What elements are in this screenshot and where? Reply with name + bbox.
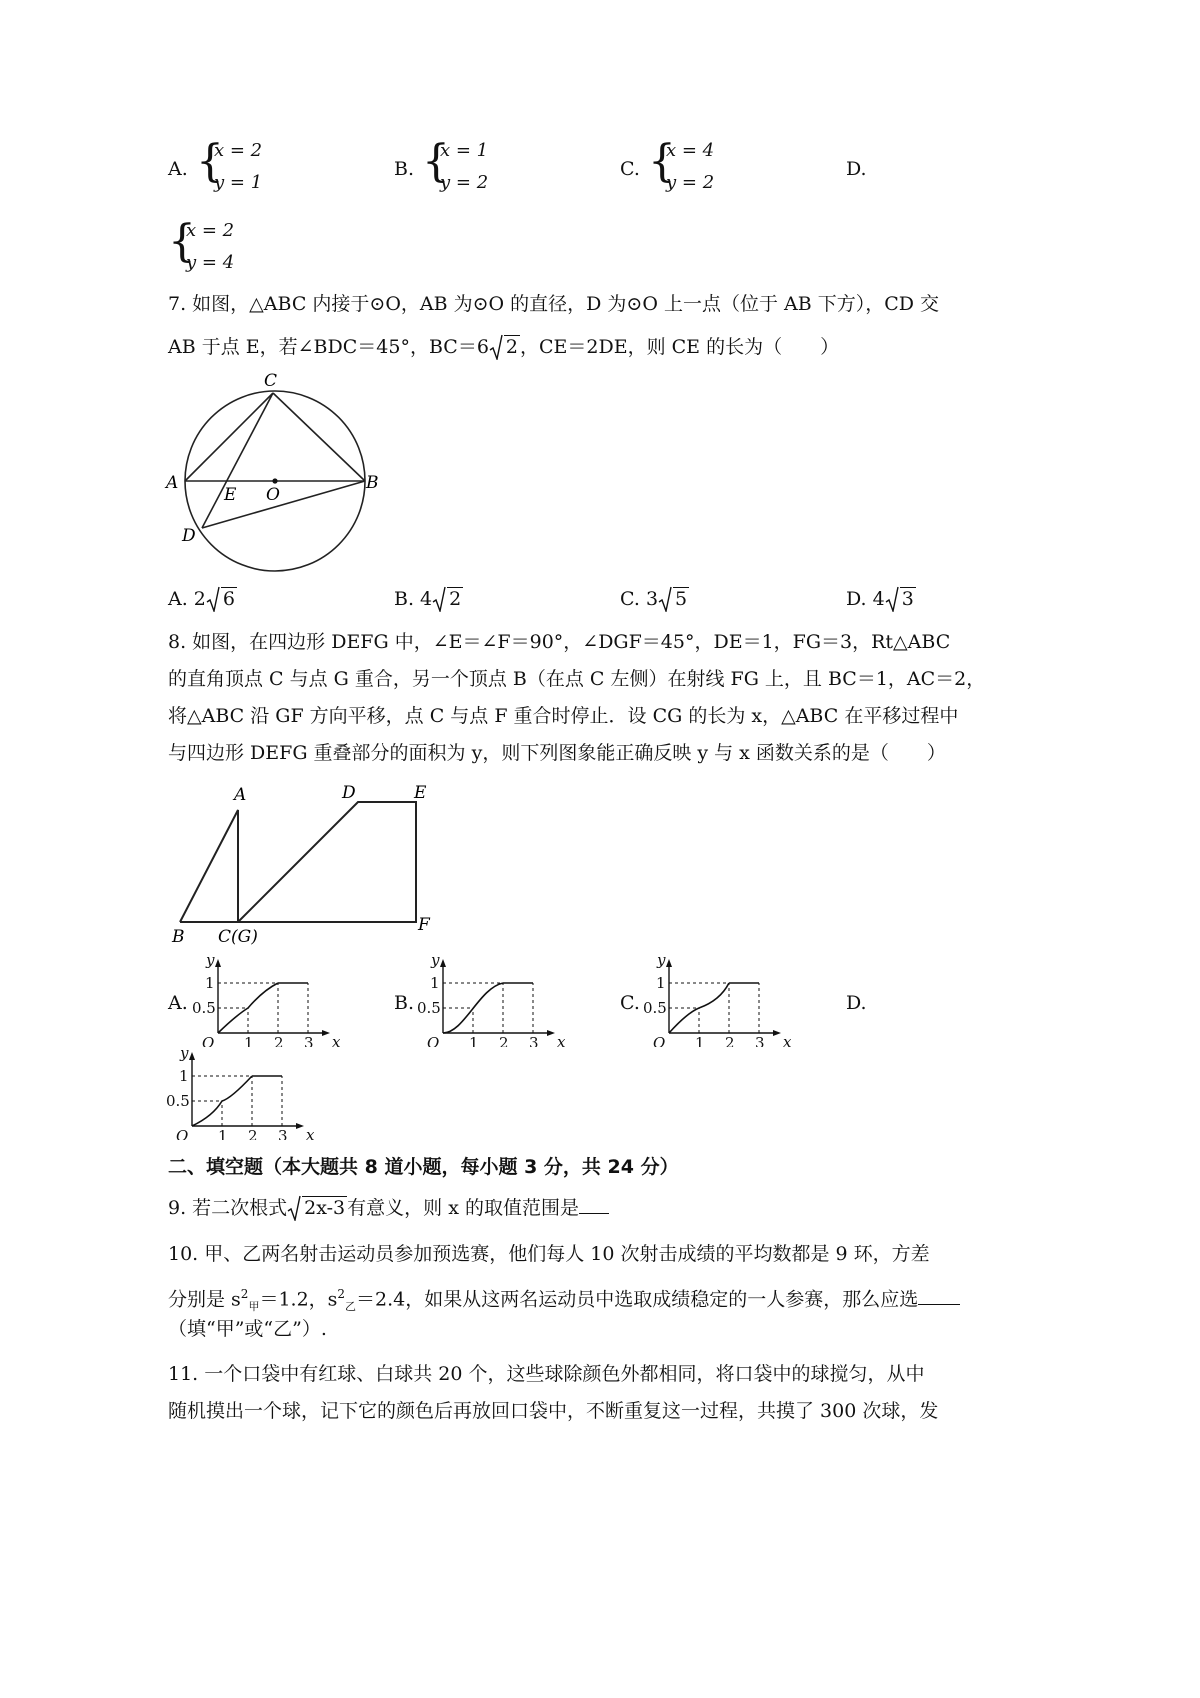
y-tick-label: 0.5 xyxy=(417,999,441,1017)
y-tick-label: 1 xyxy=(430,974,440,992)
equation-y: y = 2 xyxy=(666,172,715,193)
x-tick-label: 3 xyxy=(304,1034,314,1047)
x-tick-label: 2 xyxy=(248,1127,258,1140)
q8-graph-c[interactable] xyxy=(641,955,791,1047)
segment-cb xyxy=(273,393,365,481)
q10-text: ＝2.4，如果从这两名运动员中选取成绩稳定的一人参赛，那么应选 xyxy=(356,1288,919,1311)
equation-y: y = 2 xyxy=(440,172,489,193)
q7-stem-text: AB 于点 E，若∠BDC＝45°，BC＝6 xyxy=(168,336,489,358)
x-tick-label: 3 xyxy=(278,1127,288,1140)
y-axis-arrow-icon xyxy=(666,959,672,967)
option-label: B. 4 xyxy=(394,588,433,610)
q8-graph-d[interactable] xyxy=(164,1048,314,1140)
q11-stem-line1: 11. 一个口袋中有红球、白球共 20 个，这些球除颜色外都相同，将口袋中的球搅匀，从中 xyxy=(168,1363,925,1385)
q7-option-b[interactable] xyxy=(394,588,463,610)
triangle-abc xyxy=(180,810,238,922)
label-f: F xyxy=(418,915,430,935)
q8-stem-line1: 8. 如图，在四边形 DEFG 中，∠E＝∠F＝90°，∠DGF＝45°，DE＝1，FG＝3，Rt△ABC xyxy=(168,631,951,653)
label-c: C xyxy=(264,371,278,391)
q10-stem-line3: （填“甲”或“乙”）. xyxy=(168,1318,327,1340)
label-o: O xyxy=(266,485,280,505)
q7-option-c[interactable] xyxy=(620,588,689,610)
x-tick-label: 1 xyxy=(218,1127,228,1140)
label-e: E xyxy=(414,783,427,803)
y-tick-label: 1 xyxy=(656,974,666,992)
q8-stem-line3: 将△ABC 沿 GF 方向平移，点 C 与点 F 重合时停止．设 CG 的长为 x，△ABC 在平移过程中 xyxy=(168,705,959,727)
x-axis-label: x xyxy=(783,1033,791,1047)
brace-icon: { xyxy=(168,216,196,267)
q8-stem-line4: 与四边形 DEFG 重叠部分的面积为 y，则下列图象能正确反映 y 与 x 函数关系的是（ ） xyxy=(168,742,946,764)
brace-icon: { xyxy=(422,136,450,187)
option-label: A. xyxy=(168,158,188,180)
option-label: C. 3 xyxy=(620,588,659,610)
segment-cd xyxy=(202,393,273,528)
origin-label: O xyxy=(202,1034,215,1047)
radicand: 5 xyxy=(675,588,688,610)
option-label: C. xyxy=(620,158,640,180)
label-cg: C(G) xyxy=(218,927,258,947)
superscript: 2 xyxy=(240,1287,249,1301)
y-tick-label: 0.5 xyxy=(192,999,216,1017)
label-b: B xyxy=(366,473,379,493)
equation-x: x = 1 xyxy=(440,140,489,161)
y-axis-label: y xyxy=(206,955,215,969)
equation-x: x = 2 xyxy=(186,220,235,241)
equation-y: y = 1 xyxy=(214,172,263,193)
superscript: 2 xyxy=(337,1287,346,1301)
label-a: A xyxy=(234,785,247,805)
q11-stem-line2: 随机摸出一个球，记下它的颜色后再放回口袋中，不断重复这一过程，共摸了 300 次球，发 xyxy=(168,1400,939,1422)
radicand: 2 xyxy=(449,588,462,610)
x-axis-arrow-icon xyxy=(322,1030,330,1036)
q8-graph-b[interactable] xyxy=(415,955,565,1047)
x-axis-arrow-icon xyxy=(547,1030,555,1036)
label-a: A xyxy=(166,473,179,493)
y-axis-arrow-icon xyxy=(215,959,221,967)
x-axis-label: x xyxy=(332,1033,340,1047)
q7-circle-figure xyxy=(160,368,400,583)
sqrt-icon xyxy=(287,1197,347,1219)
x-tick-label: 1 xyxy=(469,1034,479,1047)
origin-label: O xyxy=(176,1127,189,1140)
q8-stem-line2: 的直角顶点 C 与点 G 重合，另一个顶点 B（在点 C 左侧）在射线 FG 上，且 BC＝1，AC＝2， xyxy=(168,668,986,690)
q7-option-d[interactable] xyxy=(846,588,916,610)
q10-text: ＝1.2，s xyxy=(259,1288,338,1311)
y-axis-label: y xyxy=(431,955,440,969)
option-label: A. 2 xyxy=(168,588,206,610)
center-point xyxy=(272,478,277,483)
equation-x: x = 2 xyxy=(214,140,263,161)
x-axis-arrow-icon xyxy=(773,1030,781,1036)
answer-blank[interactable] xyxy=(579,1197,609,1214)
x-tick-label: 1 xyxy=(695,1034,705,1047)
y-axis-arrow-icon xyxy=(440,959,446,967)
y-axis-label: y xyxy=(180,1048,189,1062)
q10-text: 分别是 s xyxy=(168,1288,241,1311)
equation-x: x = 4 xyxy=(666,140,715,161)
q9-stem xyxy=(168,1197,609,1219)
radicand: 2x-3 xyxy=(304,1197,346,1219)
section-heading: 二、填空题（本大题共 8 道小题，每小题 3 分，共 24 分） xyxy=(168,1156,679,1178)
x-tick-label: 2 xyxy=(499,1034,509,1047)
x-tick-label: 3 xyxy=(529,1034,539,1047)
q8-quadrilateral-figure xyxy=(160,780,450,950)
label-b: B xyxy=(172,927,185,947)
brace-icon: { xyxy=(196,136,224,187)
x-tick-label: 2 xyxy=(725,1034,735,1047)
y-tick-label: 0.5 xyxy=(166,1092,190,1110)
y-tick-label: 0.5 xyxy=(643,999,667,1017)
x-axis-arrow-icon xyxy=(296,1123,304,1129)
sqrt-icon xyxy=(885,588,916,610)
q10-stem-line2 xyxy=(168,1283,960,1318)
subscript: 甲 xyxy=(248,1300,260,1314)
radicand: 6 xyxy=(222,588,235,610)
x-axis-label: x xyxy=(557,1033,565,1047)
brace-icon: { xyxy=(648,136,676,187)
equation-y: y = 4 xyxy=(186,252,235,273)
q7-stem-text: ，CE＝2DE，则 CE 的长为（ ） xyxy=(520,336,840,358)
q8-option-c-label[interactable]: C. xyxy=(620,992,640,1014)
q7-options xyxy=(168,588,968,618)
y-tick-label: 1 xyxy=(205,974,215,992)
sqrt-icon xyxy=(206,588,237,610)
segment-ac xyxy=(185,393,273,481)
q7-stem-line2 xyxy=(168,336,839,358)
y-tick-label: 1 xyxy=(179,1067,189,1085)
radicand: 2 xyxy=(505,336,518,358)
radicand: 3 xyxy=(901,588,914,610)
q7-option-a[interactable] xyxy=(168,588,237,610)
subscript: 乙 xyxy=(345,1300,357,1314)
sqrt-icon xyxy=(658,588,689,610)
label-e: E xyxy=(224,485,237,505)
q8-graph-a[interactable] xyxy=(190,955,340,1047)
q8-option-b-label[interactable]: B. xyxy=(394,992,415,1014)
option-label: D. 4 xyxy=(846,588,885,610)
sqrt-icon xyxy=(489,336,520,358)
q9-text: 9. 若二次根式 xyxy=(168,1197,288,1219)
x-tick-label: 2 xyxy=(274,1034,284,1047)
y-axis-arrow-icon xyxy=(189,1052,195,1060)
x-tick-label: 1 xyxy=(244,1034,254,1047)
q7-stem-line1: 7. 如图，△ABC 内接于⊙O，AB 为⊙O 的直径，D 为⊙O 上一点（位于 AB 下方），CD 交 xyxy=(168,293,940,315)
q10-stem-line1: 10. 甲、乙两名射击运动员参加预选赛，他们每人 10 次射击成绩的平均数都是 9 环，方差 xyxy=(168,1243,930,1265)
q8-option-d-label[interactable]: D. xyxy=(846,992,867,1014)
label-d: D xyxy=(342,783,356,803)
q8-option-a-label[interactable]: A. xyxy=(168,992,188,1014)
quadrilateral-defg xyxy=(238,802,416,922)
option-label: D. xyxy=(846,158,867,180)
origin-label: O xyxy=(653,1034,666,1047)
q9-text: 有意义，则 x 的取值范围是 xyxy=(347,1197,579,1219)
origin-label: O xyxy=(427,1034,440,1047)
x-axis-label: x xyxy=(306,1126,314,1140)
x-tick-label: 3 xyxy=(755,1034,765,1047)
y-axis-label: y xyxy=(657,955,666,969)
option-label: B. xyxy=(394,158,415,180)
answer-blank[interactable] xyxy=(918,1288,960,1305)
label-d: D xyxy=(182,526,196,546)
sqrt-icon xyxy=(432,588,463,610)
